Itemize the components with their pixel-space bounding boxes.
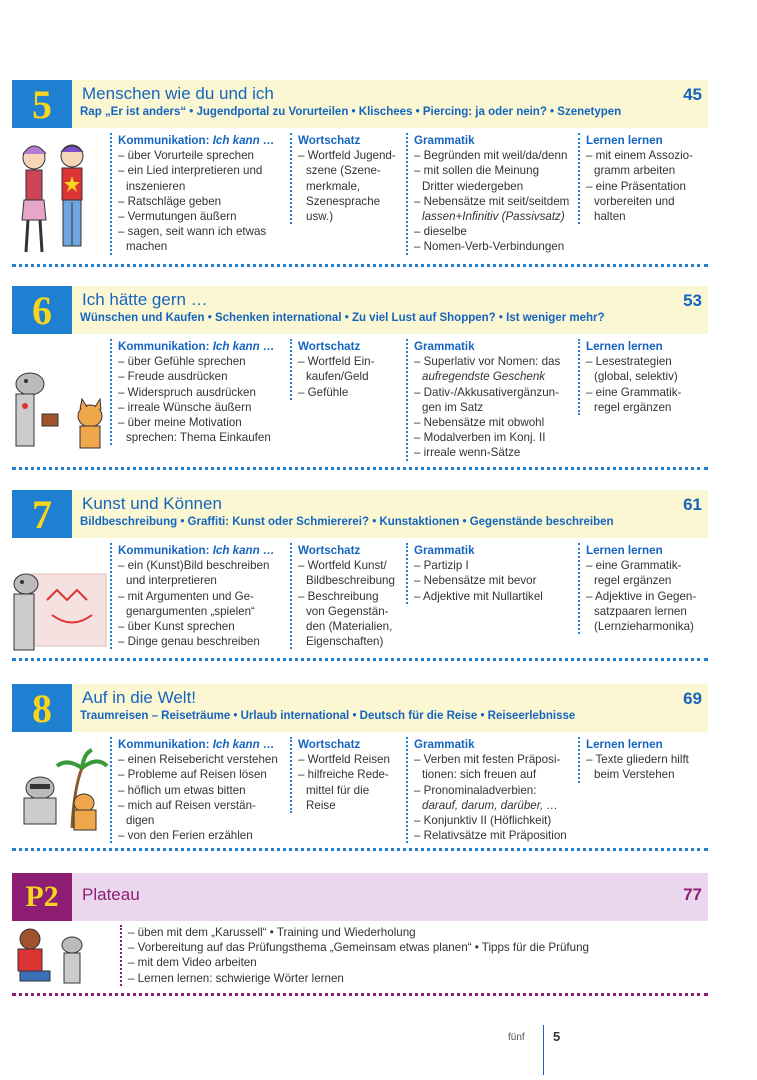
unit-number: 6: [12, 286, 72, 334]
grammatik-column: Grammatik – Partizip I – Nebensätze mit bevor – Adjektive mit Nullartikel: [406, 543, 578, 604]
wortschatz-heading: Wortschatz: [298, 738, 361, 751]
plateau-titlebar: [72, 873, 708, 921]
grammatik-column: Grammatik – Verben mit festen Präposi- tionen: sich freuen auf – Pronominaladverbien: darauf, darum, darüber, … – Konjunktiv II (Höflichkeit) – Relativsätze mit Präposition: [406, 737, 578, 843]
wortschatz-column: Wortschatz – Wortfeld Kunst/ Bildbeschreibung – Beschreibung von Gegenstän- den (Materialien, Eigenschaften): [290, 543, 398, 649]
unit-separator: [12, 848, 708, 851]
unit-separator: [12, 467, 708, 470]
beach-animals-illustration: [12, 748, 112, 838]
unit-titlebar: [72, 80, 708, 128]
unit-page-number[interactable]: 45: [683, 85, 702, 104]
plateau-header: [12, 873, 708, 921]
unit-page-number[interactable]: 53: [683, 291, 702, 310]
kommunikation-heading: Kommunikation: Ich kann …: [118, 738, 275, 751]
unit-number: 8: [12, 684, 72, 732]
grammatik-column: Grammatik – Superlativ vor Nomen: das aufregendste Geschenk – Dativ-/Akkusativergänzun- gen im Satz – Nebensätze mit obwohl – Modalverben im Konj. II – irreale wenn-Sätze: [406, 339, 578, 461]
unit-header: [12, 80, 708, 128]
grammatik-heading: Grammatik: [414, 544, 475, 557]
lernen-heading: Lernen lernen: [586, 134, 663, 147]
dog-cat-illustration: [12, 366, 112, 456]
unit-separator: [12, 658, 708, 661]
wortschatz-heading: Wortschatz: [298, 544, 361, 557]
unit-title[interactable]: Menschen wie du und ich: [82, 84, 274, 103]
kommunikation-heading: Kommunikation: Ich kann …: [118, 340, 275, 353]
kommunikation-column: Kommunikation: Ich kann … – über Gefühle sprechen – Freude ausdrücken – Widerspruch ausdrücken – irreale Wünsche äußern – über meine Motivation sprechen: Thema Einkaufen: [110, 339, 288, 445]
footer-divider: [543, 1025, 544, 1075]
dog-graffiti-illustration: [12, 570, 112, 655]
kommunikation-column: Kommunikation: Ich kann … – einen Reisebericht verstehen – Probleme auf Reisen lösen – höflich um etwas bitten – mich auf Reisen verstän- digen – von den Ferien erzählen: [110, 737, 288, 843]
unit-header: [12, 684, 708, 732]
list-item: – mit dem Video arbeiten: [128, 956, 257, 970]
wortschatz-heading: Wortschatz: [298, 340, 361, 353]
grammatik-heading: Grammatik: [414, 134, 475, 147]
unit-number: 7: [12, 490, 72, 538]
unit-separator: [12, 264, 708, 267]
list-item: – Lernen lernen: schwierige Wörter lernen: [128, 971, 344, 985]
grammatik-column: Grammatik – Begründen mit weil/da/denn – mit sollen die Meinung Dritter wiedergeben – Nebensätze mit seit/seitdem lassen+Infinitiv (Passivsatz) – dieselbe – Nomen-Verb-Verbindungen: [406, 133, 578, 255]
footer-page-word: fünf: [508, 1032, 525, 1043]
unit-number: 5: [12, 80, 72, 128]
people-illustration: [12, 140, 102, 260]
kommunikation-heading: Kommunikation: Ich kann …: [118, 134, 275, 147]
plateau-label: P2: [12, 873, 72, 921]
unit-subtitle: Bildbeschreibung • Graffiti: Kunst oder Schmiererei? • Kunstaktionen • Gegenstände beschreiben: [80, 516, 614, 528]
unit-title[interactable]: Ich hätte gern …: [82, 290, 208, 309]
unit-page-number[interactable]: 61: [683, 495, 702, 514]
wortschatz-column: Wortschatz – Wortfeld Ein- kaufen/Geld – Gefühle: [290, 339, 398, 400]
unit-subtitle: Traumreisen – Reiseträume • Urlaub international • Deutsch für die Reise • Reiseerlebnisse: [80, 710, 576, 722]
plateau-title[interactable]: Plateau: [82, 885, 140, 904]
boy-dog-illustration: [12, 925, 92, 990]
lernen-column: Lernen lernen – mit einem Assozio- gramm arbeiten – eine Präsentation vorbereiten und halten: [578, 133, 706, 224]
unit-subtitle: Rap „Er ist anders“ • Jugendportal zu Vorurteilen • Klischees • Piercing: ja oder nein? • Szenetypen: [80, 106, 622, 118]
lernen-column: Lernen lernen – Texte gliedern hilft beim Verstehen: [578, 737, 706, 783]
unit-header: [12, 286, 708, 334]
unit-subtitle: Wünschen und Kaufen • Schenken international • Zu viel Lust auf Shoppen? • Ist weniger mehr?: [80, 312, 605, 324]
plateau-page-number[interactable]: 77: [683, 885, 702, 904]
lernen-column: Lernen lernen – Lesestrategien (global, selektiv) – eine Grammatik- regel ergänzen: [578, 339, 706, 415]
unit-titlebar: [72, 684, 708, 732]
list-item: – Vorbereitung auf das Prüfungsthema „Gemeinsam etwas planen“ • Tipps für die Prüfung: [128, 941, 589, 955]
kommunikation-column: Kommunikation: Ich kann … – über Vorurteile sprechen – ein Lied interpretieren und inszenieren – Ratschläge geben – Vermutungen äußern – sagen, seit wann ich etwas machen: [110, 133, 288, 255]
unit-page-number[interactable]: 69: [683, 689, 702, 708]
footer-page-number: 5: [553, 1029, 561, 1044]
grammatik-heading: Grammatik: [414, 738, 475, 751]
kommunikation-heading: Kommunikation: Ich kann …: [118, 544, 275, 557]
lernen-heading: Lernen lernen: [586, 544, 663, 557]
unit-titlebar: [72, 490, 708, 538]
unit-title[interactable]: Auf in die Welt!: [82, 688, 197, 707]
wortschatz-heading: Wortschatz: [298, 134, 361, 147]
plateau-separator: [12, 993, 708, 996]
lernen-column: Lernen lernen – eine Grammatik- regel ergänzen – Adjektive in Gegen- satzpaaren lernen (Lernzieharmonika): [578, 543, 706, 634]
grammatik-heading: Grammatik: [414, 340, 475, 353]
unit-titlebar: [72, 286, 708, 334]
plateau-list: [120, 925, 589, 986]
unit-title[interactable]: Kunst und Können: [82, 494, 222, 513]
list-item: – üben mit dem „Karussell“ • Training und Wiederholung: [128, 926, 416, 939]
unit-header: [12, 490, 708, 538]
lernen-heading: Lernen lernen: [586, 738, 663, 751]
wortschatz-column: Wortschatz – Wortfeld Jugend- szene (Szene- merkmale, Szenesprache usw.): [290, 133, 398, 224]
lernen-heading: Lernen lernen: [586, 340, 663, 353]
kommunikation-column: Kommunikation: Ich kann … – ein (Kunst)Bild beschreiben und interpretieren – mit Argumenten und Ge- genargumenten „spielen“ – über Kunst sprechen – Dinge genau beschreiben: [110, 543, 288, 649]
wortschatz-column: Wortschatz – Wortfeld Reisen – hilfreiche Rede- mittel für die Reise: [290, 737, 398, 813]
